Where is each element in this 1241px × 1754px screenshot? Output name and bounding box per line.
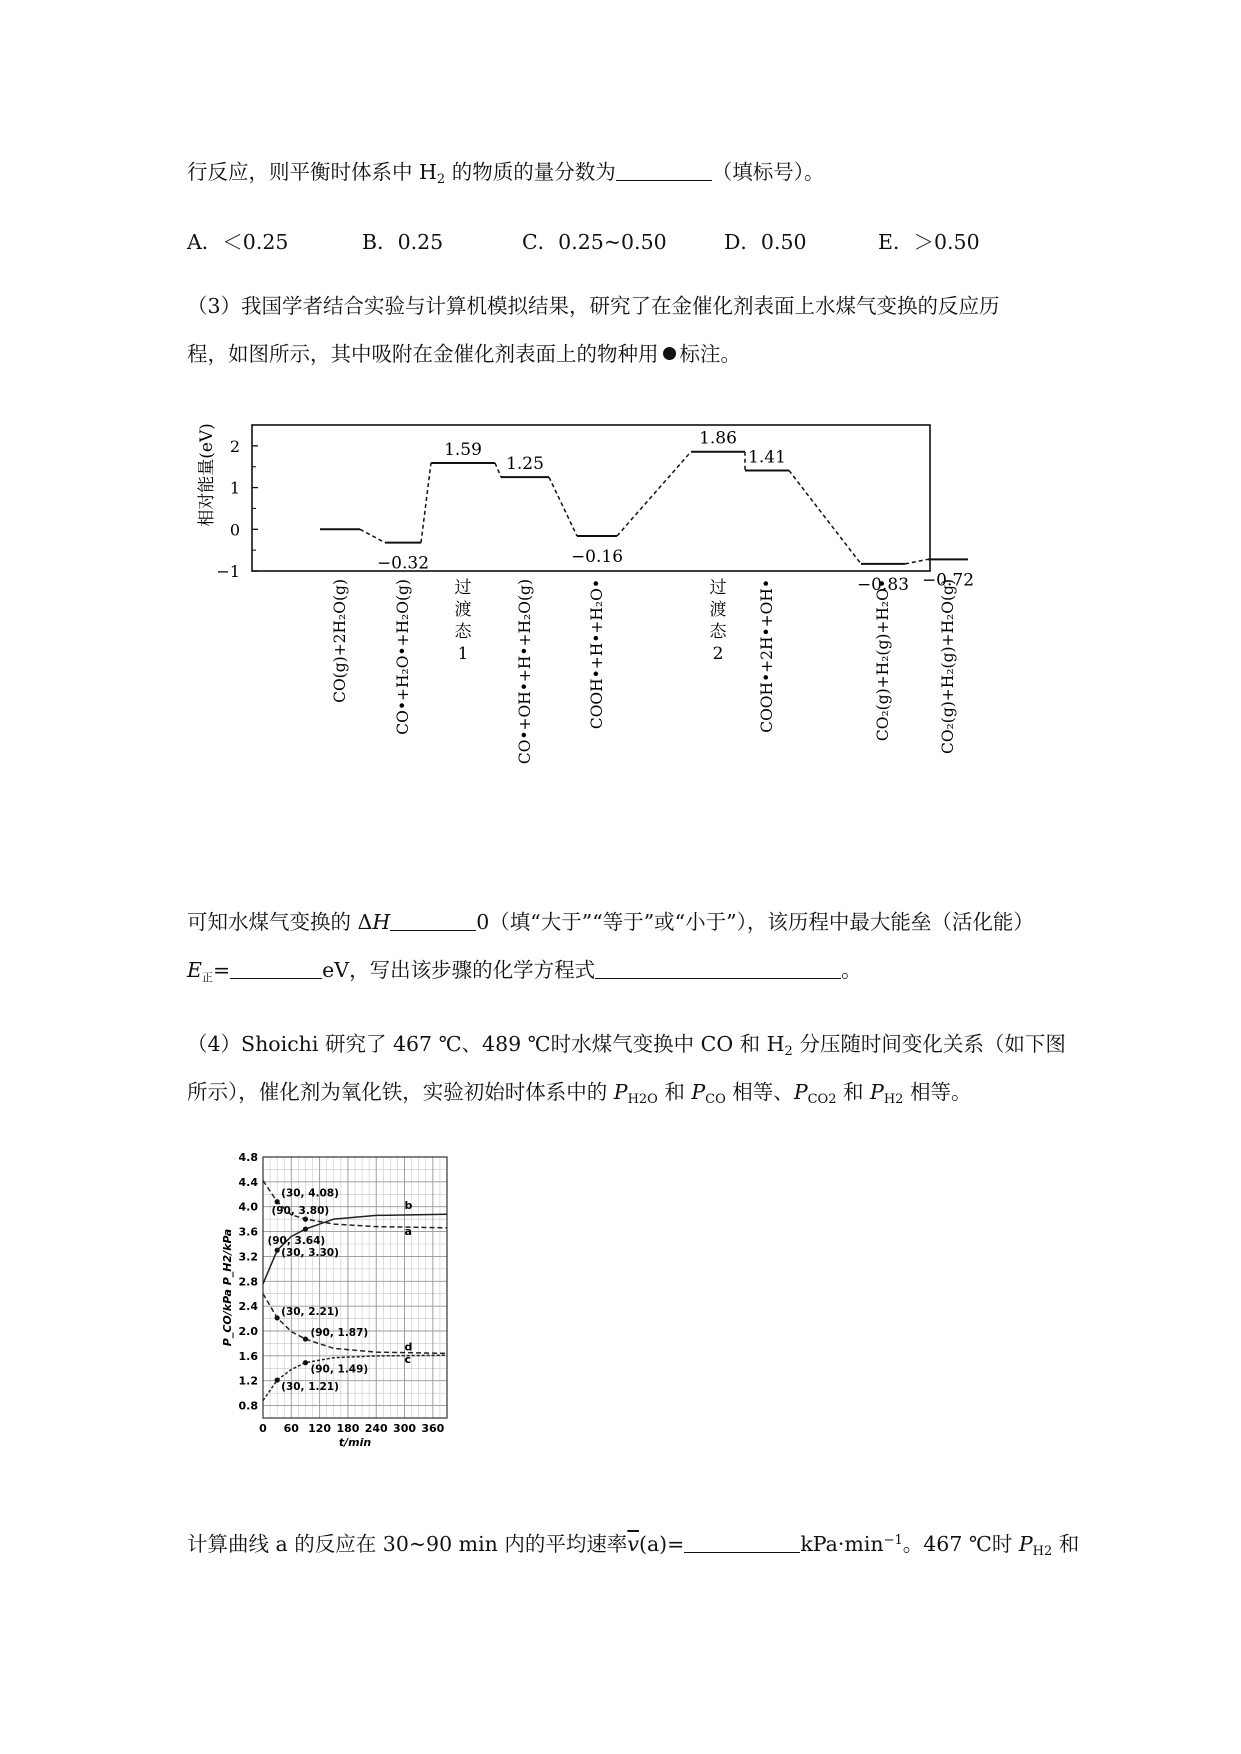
- energy-value-label: −0.16: [570, 546, 624, 567]
- part4-line-1: [187, 1030, 1066, 1058]
- y-tick-label: 2.8: [238, 1275, 258, 1289]
- state-label: 过: [454, 578, 472, 598]
- pressure-time-chart: [215, 1145, 515, 1465]
- subscript: H2O: [627, 1092, 658, 1107]
- subscript: H2: [1032, 1544, 1053, 1559]
- dh-text: 0（填“大于”“等于”或“小于”），该历程中最大能垒（活化能）: [476, 910, 1034, 934]
- transition-connector: [617, 452, 691, 536]
- data-point: [275, 1199, 280, 1204]
- y-axis-label: 相对能量(eV): [197, 423, 217, 527]
- y-tick-label: 1.2: [238, 1374, 258, 1388]
- adsorbed-dot-icon: [663, 347, 676, 360]
- state-label: 渡: [454, 600, 472, 620]
- data-point: [275, 1315, 280, 1320]
- transition-connector: [789, 470, 861, 563]
- superscript: −1: [883, 1533, 903, 1548]
- question-text: 的物质的量分数为: [445, 160, 616, 184]
- option-e[interactable]: E．＞0.50: [878, 230, 980, 254]
- point-annotation: (30, 4.08): [281, 1187, 339, 1200]
- option-c[interactable]: C．0.25~0.50: [522, 230, 667, 254]
- question-line-1: [187, 158, 824, 186]
- y-tick-label: −1: [216, 562, 240, 581]
- y-tick-label: 3.6: [238, 1225, 258, 1239]
- y-tick-label: 3.2: [238, 1250, 258, 1264]
- energy-profile-chart: [197, 423, 1060, 835]
- data-point: [303, 1217, 308, 1222]
- subscript: CO: [705, 1092, 726, 1107]
- rate-text: 和: [1052, 1532, 1080, 1556]
- state-label: CO(g)+2H₂O(g): [331, 579, 349, 703]
- rate-text: kPa·min: [800, 1532, 884, 1556]
- point-annotation: (90, 3.80): [271, 1205, 330, 1218]
- option-a[interactable]: A．＜0.25: [187, 230, 289, 254]
- equation-blank[interactable]: [595, 958, 841, 979]
- point-annotation: (30, 1.21): [281, 1381, 339, 1394]
- rate-blank[interactable]: [684, 1532, 800, 1553]
- subscript: 2: [436, 172, 446, 187]
- part3-line-2: [187, 340, 741, 368]
- part4-text: 相等、: [725, 1080, 794, 1104]
- ea-text: 。: [841, 958, 862, 982]
- data-point: [275, 1248, 280, 1253]
- part4-line-2: [187, 1078, 971, 1106]
- state-label: CO•+H₂O•+H₂O(g): [394, 579, 412, 735]
- point-annotation: (90, 1.49): [310, 1363, 369, 1376]
- y-tick-label: 0.8: [238, 1399, 258, 1413]
- ea-symbol: E: [187, 958, 202, 982]
- question-text: 行反应，则平衡时体系中 H: [187, 160, 437, 184]
- state-label: 过: [709, 578, 727, 598]
- pressure-symbol: P: [870, 1080, 884, 1104]
- series-label-b: b: [404, 1199, 413, 1213]
- state-label: 2: [712, 644, 724, 664]
- option-b[interactable]: B．0.25: [362, 230, 444, 254]
- pressure-symbol: P: [613, 1080, 628, 1104]
- x-tick-label: 360: [421, 1422, 445, 1435]
- subscript: 正: [201, 971, 213, 984]
- data-point: [303, 1336, 308, 1341]
- point-annotation: (90, 1.87): [310, 1327, 369, 1340]
- y-axis-label: P_CO/kPa P_H2/kPa: [221, 1228, 234, 1347]
- state-label: 态: [454, 622, 472, 642]
- transition-connector: [905, 559, 928, 564]
- subscript: 2: [784, 1044, 793, 1059]
- dh-symbol: H: [372, 910, 391, 934]
- energy-value-label: 1.86: [699, 428, 737, 449]
- energy-value-label: 1.25: [506, 454, 544, 475]
- state-label: CO₂(g)+H₂(g)+H₂O•: [874, 579, 892, 742]
- data-point: [303, 1226, 308, 1231]
- part3-text: 程，如图所示，其中吸附在金催化剂表面上的物种用: [187, 342, 659, 366]
- rate-symbol: $\overline{v}$: [627, 1532, 639, 1556]
- x-tick-label: 60: [283, 1422, 299, 1435]
- state-label: 渡: [709, 600, 727, 620]
- answer-blank[interactable]: [616, 160, 712, 181]
- y-tick-label: 1.6: [238, 1349, 258, 1363]
- subscript: CO2: [807, 1092, 837, 1107]
- state-label: CO•+OH•+H•+H₂O(g): [516, 579, 534, 765]
- state-label: 1: [457, 644, 469, 664]
- point-annotation: (30, 3.30): [281, 1247, 339, 1260]
- x-axis-label: t/min: [338, 1436, 372, 1449]
- x-tick-label: 120: [308, 1422, 332, 1435]
- ea-blank[interactable]: [230, 958, 322, 979]
- state-label: COOH•+2H•+OH•: [758, 579, 776, 733]
- x-tick-label: 240: [364, 1422, 388, 1435]
- option-d[interactable]: D．0.50: [724, 230, 807, 254]
- state-label: CO₂(g)+H₂(g)+H₂O(g): [939, 579, 957, 754]
- part4-text: 相等。: [903, 1080, 972, 1104]
- pressure-symbol: P: [1018, 1532, 1033, 1556]
- ea-text: eV，写出该步骤的化学方程式: [322, 958, 596, 982]
- y-tick-label: 1: [229, 478, 240, 498]
- transition-connector: [421, 463, 431, 543]
- y-tick-label: 2.0: [238, 1325, 258, 1338]
- transition-connector: [360, 529, 385, 542]
- pressure-symbol: P: [691, 1080, 706, 1104]
- subscript: H2: [883, 1092, 904, 1107]
- ea-line: [187, 956, 862, 984]
- part3-line-1: （3）我国学者结合实验与计算机模拟结果，研究了在金催化剂表面上水煤气变换的反应历: [187, 294, 1000, 318]
- transition-connector: [495, 463, 501, 477]
- y-tick-label: 4.8: [238, 1151, 258, 1164]
- point-annotation: (30, 2.21): [281, 1305, 339, 1318]
- energy-value-label: −0.83: [856, 574, 910, 595]
- rate-text: (a)=: [638, 1532, 685, 1556]
- x-tick-label: 300: [393, 1422, 417, 1435]
- transition-connector: [549, 477, 577, 536]
- y-tick-label: 0: [229, 520, 240, 540]
- series-label-d: d: [404, 1340, 413, 1354]
- y-tick-label: 4.4: [238, 1175, 258, 1189]
- energy-value-label: −0.32: [376, 553, 430, 574]
- x-tick-label: 180: [336, 1422, 360, 1435]
- pressure-symbol: P: [793, 1080, 808, 1104]
- x-tick-label: 0: [259, 1422, 267, 1435]
- part4-text: 所示），催化剂为氧化铁，实验初始时体系中的: [187, 1080, 614, 1104]
- point-annotation: (90, 3.64): [267, 1235, 326, 1248]
- state-label: 态: [709, 622, 727, 642]
- y-tick-label: 2: [229, 436, 240, 456]
- part3-text: 标注。: [679, 342, 741, 366]
- series-label-c: c: [404, 1353, 412, 1367]
- dh-text: 可知水煤气变换的 Δ: [187, 910, 373, 934]
- dh-blank[interactable]: [390, 910, 476, 931]
- part4-text: （4）Shoichi 研究了 467 ℃、489 ℃时水煤气变换中 CO 和 H: [187, 1032, 785, 1056]
- state-label: COOH•+H•+H₂O•: [588, 579, 606, 730]
- part4-text: 分压随时间变化关系（如下图: [792, 1032, 1066, 1056]
- energy-value-label: 1.41: [748, 447, 786, 468]
- energy-value-label: 1.59: [444, 439, 482, 460]
- part4-text: 和: [657, 1080, 692, 1104]
- energy-value-label: −0.72: [921, 570, 975, 591]
- dh-line: [187, 908, 1034, 936]
- rate-text: 计算曲线 a 的反应在 30~90 min 内的平均速率: [187, 1532, 628, 1556]
- data-point: [303, 1360, 308, 1365]
- data-point: [275, 1377, 280, 1382]
- series-label-a: a: [404, 1224, 412, 1238]
- ea-text: =: [212, 958, 231, 982]
- y-tick-label: 4.0: [238, 1200, 258, 1214]
- part4-text: 和: [836, 1080, 871, 1104]
- rate-text: 。467 ℃时: [902, 1532, 1019, 1556]
- y-tick-label: 2.4: [238, 1300, 258, 1314]
- question-text: （填标号）。: [711, 160, 825, 184]
- rate-line: [187, 1530, 1079, 1558]
